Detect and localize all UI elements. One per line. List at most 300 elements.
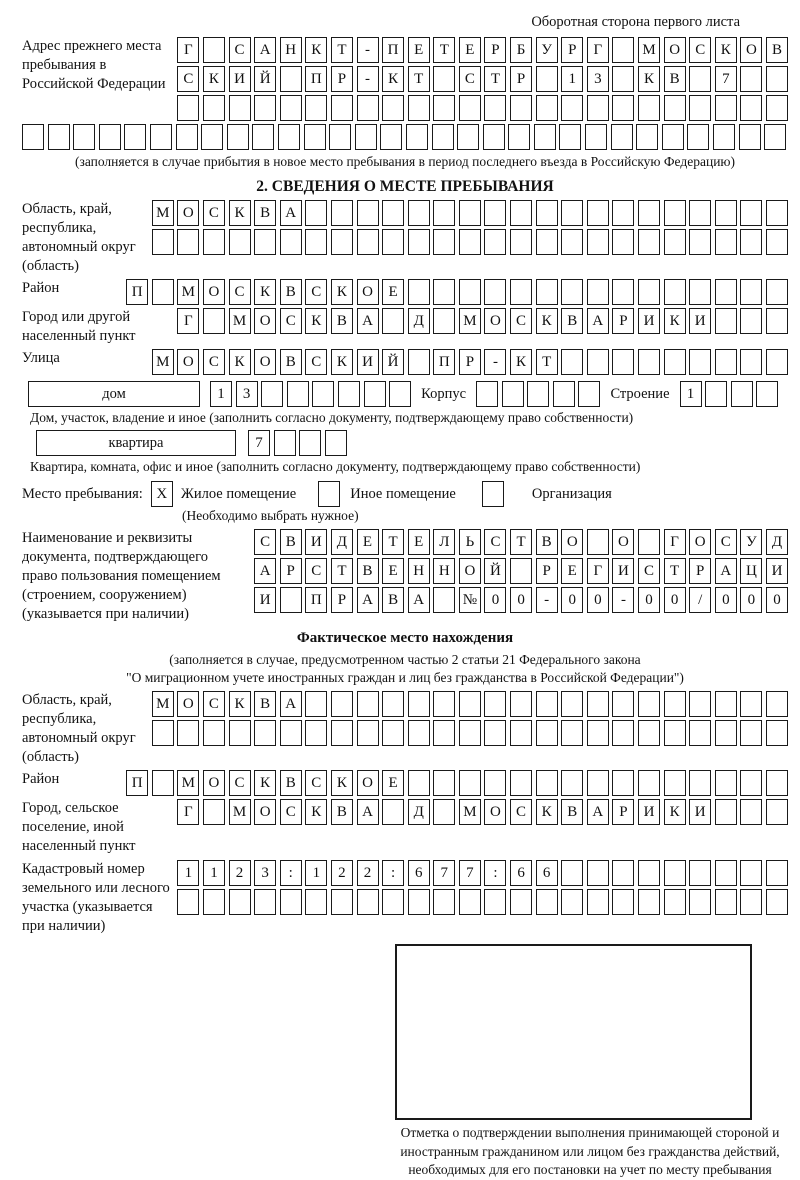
char-cell[interactable] bbox=[508, 124, 530, 150]
char-cell[interactable] bbox=[638, 529, 660, 555]
char-cell[interactable] bbox=[578, 381, 600, 407]
char-cell[interactable]: П bbox=[305, 66, 327, 92]
char-cell[interactable] bbox=[484, 889, 506, 915]
char-cell[interactable] bbox=[561, 95, 583, 121]
char-cell[interactable] bbox=[278, 124, 300, 150]
char-cell[interactable] bbox=[561, 889, 583, 915]
char-cell[interactable] bbox=[638, 889, 660, 915]
char-cell[interactable]: О bbox=[357, 279, 379, 305]
char-cell[interactable] bbox=[664, 770, 686, 796]
char-cell[interactable] bbox=[612, 37, 634, 63]
char-cell[interactable]: 1 bbox=[203, 860, 225, 886]
stay-type-checkbox-residential[interactable]: X bbox=[151, 481, 173, 507]
char-cell[interactable] bbox=[766, 279, 788, 305]
char-cell[interactable] bbox=[664, 860, 686, 886]
char-cell[interactable] bbox=[612, 770, 634, 796]
char-cell[interactable] bbox=[689, 770, 711, 796]
char-cell[interactable] bbox=[432, 124, 454, 150]
char-cell[interactable]: А bbox=[280, 200, 302, 226]
char-cell[interactable]: 7 bbox=[433, 860, 455, 886]
char-cell[interactable]: : bbox=[382, 860, 404, 886]
char-cell[interactable] bbox=[689, 720, 711, 746]
char-cell[interactable] bbox=[254, 889, 276, 915]
char-cell[interactable] bbox=[433, 308, 455, 334]
char-cell[interactable] bbox=[638, 279, 660, 305]
char-cell[interactable]: С bbox=[459, 66, 481, 92]
char-cell[interactable]: К bbox=[331, 349, 353, 375]
char-cell[interactable] bbox=[274, 430, 296, 456]
char-cell[interactable]: К bbox=[382, 66, 404, 92]
char-cell[interactable]: Т bbox=[484, 66, 506, 92]
char-cell[interactable]: 7 bbox=[248, 430, 270, 456]
char-cell[interactable] bbox=[766, 349, 788, 375]
char-cell[interactable]: А bbox=[254, 558, 276, 584]
char-cell[interactable] bbox=[408, 720, 430, 746]
char-cell[interactable]: К bbox=[229, 200, 251, 226]
char-cell[interactable] bbox=[457, 124, 479, 150]
char-cell[interactable] bbox=[382, 229, 404, 255]
char-cell[interactable] bbox=[740, 279, 762, 305]
char-cell[interactable] bbox=[176, 124, 198, 150]
char-cell[interactable] bbox=[740, 229, 762, 255]
char-cell[interactable]: Т bbox=[382, 529, 404, 555]
char-cell[interactable]: С bbox=[177, 66, 199, 92]
char-cell[interactable]: И bbox=[357, 349, 379, 375]
char-cell[interactable]: О bbox=[203, 279, 225, 305]
char-cell[interactable]: 1 bbox=[305, 860, 327, 886]
char-cell[interactable] bbox=[459, 279, 481, 305]
char-cell[interactable]: П bbox=[305, 587, 327, 613]
char-cell[interactable]: С bbox=[510, 799, 532, 825]
char-cell[interactable] bbox=[254, 229, 276, 255]
char-cell[interactable] bbox=[203, 889, 225, 915]
char-cell[interactable]: О bbox=[177, 691, 199, 717]
char-cell[interactable]: Т bbox=[331, 37, 353, 63]
char-cell[interactable] bbox=[689, 889, 711, 915]
char-cell[interactable]: В bbox=[254, 200, 276, 226]
char-cell[interactable]: О bbox=[254, 799, 276, 825]
char-cell[interactable]: 3 bbox=[587, 66, 609, 92]
char-cell[interactable]: И bbox=[689, 308, 711, 334]
char-cell[interactable]: 0 bbox=[766, 587, 788, 613]
char-cell[interactable] bbox=[766, 770, 788, 796]
char-cell[interactable] bbox=[433, 691, 455, 717]
char-cell[interactable]: Н bbox=[408, 558, 430, 584]
char-cell[interactable]: М bbox=[177, 279, 199, 305]
char-cell[interactable]: И bbox=[638, 799, 660, 825]
char-cell[interactable]: 7 bbox=[715, 66, 737, 92]
char-cell[interactable] bbox=[638, 720, 660, 746]
char-cell[interactable] bbox=[299, 430, 321, 456]
char-cell[interactable]: Р bbox=[510, 66, 532, 92]
stay-type-checkbox-organization[interactable] bbox=[482, 481, 504, 507]
char-cell[interactable]: О bbox=[484, 308, 506, 334]
char-cell[interactable]: С bbox=[203, 691, 225, 717]
char-cell[interactable]: У bbox=[536, 37, 558, 63]
char-cell[interactable] bbox=[740, 799, 762, 825]
char-cell[interactable] bbox=[484, 95, 506, 121]
char-cell[interactable] bbox=[766, 720, 788, 746]
char-cell[interactable] bbox=[229, 889, 251, 915]
char-cell[interactable] bbox=[536, 95, 558, 121]
char-cell[interactable]: Ь bbox=[459, 529, 481, 555]
char-cell[interactable]: П bbox=[433, 349, 455, 375]
char-cell[interactable]: К bbox=[229, 349, 251, 375]
char-cell[interactable] bbox=[587, 889, 609, 915]
char-cell[interactable]: М bbox=[152, 200, 174, 226]
char-cell[interactable] bbox=[740, 308, 762, 334]
char-cell[interactable] bbox=[766, 799, 788, 825]
char-cell[interactable]: В bbox=[280, 529, 302, 555]
char-cell[interactable]: У bbox=[740, 529, 762, 555]
char-cell[interactable]: К bbox=[203, 66, 225, 92]
char-cell[interactable] bbox=[766, 200, 788, 226]
char-cell[interactable]: М bbox=[229, 308, 251, 334]
char-cell[interactable] bbox=[510, 770, 532, 796]
char-cell[interactable] bbox=[280, 587, 302, 613]
char-cell[interactable] bbox=[510, 200, 532, 226]
char-cell[interactable] bbox=[280, 95, 302, 121]
char-cell[interactable] bbox=[408, 279, 430, 305]
char-cell[interactable] bbox=[638, 200, 660, 226]
char-cell[interactable]: В bbox=[561, 308, 583, 334]
char-cell[interactable]: Е bbox=[382, 279, 404, 305]
char-cell[interactable]: Т bbox=[408, 66, 430, 92]
char-cell[interactable]: 0 bbox=[510, 587, 532, 613]
char-cell[interactable] bbox=[357, 229, 379, 255]
char-cell[interactable]: Г bbox=[664, 529, 686, 555]
char-cell[interactable] bbox=[766, 860, 788, 886]
char-cell[interactable] bbox=[325, 430, 347, 456]
char-cell[interactable] bbox=[280, 720, 302, 746]
char-cell[interactable]: 3 bbox=[254, 860, 276, 886]
char-cell[interactable] bbox=[408, 770, 430, 796]
char-cell[interactable] bbox=[433, 66, 455, 92]
char-cell[interactable] bbox=[510, 889, 532, 915]
char-cell[interactable]: С bbox=[305, 349, 327, 375]
char-cell[interactable] bbox=[756, 381, 778, 407]
char-cell[interactable] bbox=[561, 349, 583, 375]
char-cell[interactable] bbox=[433, 799, 455, 825]
char-cell[interactable]: 6 bbox=[408, 860, 430, 886]
char-cell[interactable]: М bbox=[638, 37, 660, 63]
char-cell[interactable] bbox=[254, 95, 276, 121]
char-cell[interactable]: П bbox=[382, 37, 404, 63]
char-cell[interactable] bbox=[561, 691, 583, 717]
char-cell[interactable] bbox=[585, 124, 607, 150]
char-cell[interactable]: Е bbox=[561, 558, 583, 584]
char-cell[interactable] bbox=[382, 200, 404, 226]
char-cell[interactable] bbox=[715, 691, 737, 717]
char-cell[interactable]: С bbox=[715, 529, 737, 555]
char-cell[interactable] bbox=[406, 124, 428, 150]
char-cell[interactable] bbox=[740, 66, 762, 92]
char-cell[interactable] bbox=[536, 691, 558, 717]
char-cell[interactable] bbox=[203, 308, 225, 334]
char-cell[interactable] bbox=[201, 124, 223, 150]
char-cell[interactable] bbox=[715, 279, 737, 305]
char-cell[interactable] bbox=[612, 349, 634, 375]
char-cell[interactable]: О bbox=[740, 37, 762, 63]
char-cell[interactable]: : bbox=[484, 860, 506, 886]
char-cell[interactable] bbox=[612, 229, 634, 255]
char-cell[interactable] bbox=[305, 95, 327, 121]
char-cell[interactable] bbox=[561, 229, 583, 255]
char-cell[interactable] bbox=[587, 279, 609, 305]
char-cell[interactable]: Т bbox=[536, 349, 558, 375]
char-cell[interactable] bbox=[459, 691, 481, 717]
char-cell[interactable] bbox=[408, 229, 430, 255]
char-cell[interactable] bbox=[715, 860, 737, 886]
char-cell[interactable] bbox=[587, 200, 609, 226]
char-cell[interactable] bbox=[484, 691, 506, 717]
char-cell[interactable] bbox=[203, 95, 225, 121]
char-cell[interactable] bbox=[177, 95, 199, 121]
char-cell[interactable] bbox=[638, 349, 660, 375]
char-cell[interactable] bbox=[73, 124, 95, 150]
char-cell[interactable]: 7 bbox=[459, 860, 481, 886]
char-cell[interactable] bbox=[229, 720, 251, 746]
char-cell[interactable] bbox=[715, 799, 737, 825]
char-cell[interactable] bbox=[152, 229, 174, 255]
char-cell[interactable] bbox=[740, 95, 762, 121]
char-cell[interactable]: С bbox=[203, 200, 225, 226]
char-cell[interactable] bbox=[587, 95, 609, 121]
char-cell[interactable] bbox=[766, 95, 788, 121]
char-cell[interactable]: О bbox=[177, 349, 199, 375]
char-cell[interactable]: Т bbox=[331, 558, 353, 584]
char-cell[interactable] bbox=[587, 720, 609, 746]
char-cell[interactable] bbox=[124, 124, 146, 150]
char-cell[interactable]: В bbox=[254, 691, 276, 717]
char-cell[interactable]: 0 bbox=[587, 587, 609, 613]
char-cell[interactable] bbox=[305, 720, 327, 746]
char-cell[interactable]: Т bbox=[664, 558, 686, 584]
char-cell[interactable] bbox=[331, 229, 353, 255]
char-cell[interactable] bbox=[382, 691, 404, 717]
char-cell[interactable] bbox=[766, 691, 788, 717]
char-cell[interactable] bbox=[433, 720, 455, 746]
char-cell[interactable] bbox=[638, 229, 660, 255]
char-cell[interactable]: А bbox=[357, 587, 379, 613]
char-cell[interactable]: Р bbox=[331, 587, 353, 613]
char-cell[interactable] bbox=[510, 95, 532, 121]
char-cell[interactable]: В bbox=[331, 799, 353, 825]
char-cell[interactable] bbox=[664, 889, 686, 915]
char-cell[interactable] bbox=[510, 720, 532, 746]
char-cell[interactable]: Р bbox=[689, 558, 711, 584]
char-cell[interactable] bbox=[553, 381, 575, 407]
char-cell[interactable] bbox=[287, 381, 309, 407]
char-cell[interactable] bbox=[433, 279, 455, 305]
char-cell[interactable]: 0 bbox=[561, 587, 583, 613]
char-cell[interactable]: К bbox=[305, 308, 327, 334]
char-cell[interactable] bbox=[433, 889, 455, 915]
char-cell[interactable] bbox=[536, 889, 558, 915]
char-cell[interactable] bbox=[766, 308, 788, 334]
char-cell[interactable] bbox=[510, 279, 532, 305]
char-cell[interactable] bbox=[715, 229, 737, 255]
char-cell[interactable] bbox=[612, 889, 634, 915]
char-cell[interactable] bbox=[740, 889, 762, 915]
char-cell[interactable]: К bbox=[536, 799, 558, 825]
char-cell[interactable]: С bbox=[254, 529, 276, 555]
char-cell[interactable] bbox=[561, 860, 583, 886]
char-cell[interactable] bbox=[203, 720, 225, 746]
char-cell[interactable] bbox=[715, 889, 737, 915]
char-cell[interactable]: И bbox=[254, 587, 276, 613]
char-cell[interactable]: А bbox=[587, 308, 609, 334]
char-cell[interactable]: Е bbox=[459, 37, 481, 63]
char-cell[interactable]: Е bbox=[357, 529, 379, 555]
char-cell[interactable]: Й bbox=[382, 349, 404, 375]
char-cell[interactable] bbox=[433, 200, 455, 226]
char-cell[interactable] bbox=[638, 860, 660, 886]
char-cell[interactable] bbox=[459, 720, 481, 746]
char-cell[interactable] bbox=[612, 691, 634, 717]
char-cell[interactable] bbox=[689, 66, 711, 92]
char-cell[interactable] bbox=[357, 889, 379, 915]
char-cell[interactable] bbox=[715, 95, 737, 121]
char-cell[interactable]: Р bbox=[612, 799, 634, 825]
char-cell[interactable] bbox=[536, 66, 558, 92]
char-cell[interactable] bbox=[433, 95, 455, 121]
char-cell[interactable] bbox=[612, 95, 634, 121]
char-cell[interactable]: Р bbox=[331, 66, 353, 92]
char-cell[interactable] bbox=[638, 95, 660, 121]
char-cell[interactable]: 1 bbox=[177, 860, 199, 886]
char-cell[interactable]: 1 bbox=[561, 66, 583, 92]
char-cell[interactable]: К bbox=[305, 799, 327, 825]
char-cell[interactable]: П bbox=[126, 770, 148, 796]
char-cell[interactable] bbox=[689, 279, 711, 305]
char-cell[interactable] bbox=[99, 124, 121, 150]
char-cell[interactable] bbox=[587, 529, 609, 555]
char-cell[interactable]: Ц bbox=[740, 558, 762, 584]
char-cell[interactable] bbox=[152, 720, 174, 746]
char-cell[interactable] bbox=[587, 229, 609, 255]
char-cell[interactable] bbox=[380, 124, 402, 150]
char-cell[interactable]: Р bbox=[536, 558, 558, 584]
char-cell[interactable] bbox=[664, 229, 686, 255]
char-cell[interactable] bbox=[331, 889, 353, 915]
char-cell[interactable] bbox=[382, 308, 404, 334]
char-cell[interactable] bbox=[280, 66, 302, 92]
char-cell[interactable]: И bbox=[612, 558, 634, 584]
char-cell[interactable]: В bbox=[664, 66, 686, 92]
char-cell[interactable]: А bbox=[357, 799, 379, 825]
char-cell[interactable]: - bbox=[357, 66, 379, 92]
char-cell[interactable]: Р bbox=[484, 37, 506, 63]
char-cell[interactable]: Р bbox=[612, 308, 634, 334]
char-cell[interactable] bbox=[331, 691, 353, 717]
char-cell[interactable] bbox=[638, 770, 660, 796]
char-cell[interactable]: - bbox=[612, 587, 634, 613]
char-cell[interactable]: О bbox=[254, 349, 276, 375]
char-cell[interactable] bbox=[739, 124, 761, 150]
char-cell[interactable] bbox=[483, 124, 505, 150]
char-cell[interactable] bbox=[476, 381, 498, 407]
char-cell[interactable] bbox=[203, 229, 225, 255]
char-cell[interactable] bbox=[382, 889, 404, 915]
char-cell[interactable]: 0 bbox=[715, 587, 737, 613]
char-cell[interactable]: К bbox=[536, 308, 558, 334]
char-cell[interactable]: И bbox=[766, 558, 788, 584]
char-cell[interactable]: О bbox=[484, 799, 506, 825]
char-cell[interactable]: 2 bbox=[357, 860, 379, 886]
char-cell[interactable] bbox=[389, 381, 411, 407]
char-cell[interactable] bbox=[484, 229, 506, 255]
char-cell[interactable]: В bbox=[561, 799, 583, 825]
char-cell[interactable]: Л bbox=[433, 529, 455, 555]
char-cell[interactable] bbox=[662, 124, 684, 150]
char-cell[interactable] bbox=[766, 66, 788, 92]
char-cell[interactable] bbox=[152, 770, 174, 796]
char-cell[interactable] bbox=[510, 691, 532, 717]
char-cell[interactable] bbox=[664, 720, 686, 746]
char-cell[interactable] bbox=[731, 381, 753, 407]
char-cell[interactable] bbox=[536, 770, 558, 796]
char-cell[interactable]: К bbox=[664, 308, 686, 334]
char-cell[interactable]: Е bbox=[382, 770, 404, 796]
char-cell[interactable] bbox=[689, 860, 711, 886]
char-cell[interactable] bbox=[312, 381, 334, 407]
char-cell[interactable]: Г bbox=[177, 799, 199, 825]
char-cell[interactable]: В bbox=[766, 37, 788, 63]
char-cell[interactable]: В bbox=[280, 770, 302, 796]
char-cell[interactable] bbox=[459, 770, 481, 796]
char-cell[interactable]: С bbox=[510, 308, 532, 334]
char-cell[interactable]: 6 bbox=[510, 860, 532, 886]
char-cell[interactable]: Г bbox=[177, 37, 199, 63]
char-cell[interactable] bbox=[764, 124, 786, 150]
char-cell[interactable] bbox=[338, 381, 360, 407]
char-cell[interactable]: К bbox=[715, 37, 737, 63]
char-cell[interactable] bbox=[740, 860, 762, 886]
char-cell[interactable] bbox=[484, 200, 506, 226]
char-cell[interactable]: Й bbox=[254, 66, 276, 92]
char-cell[interactable] bbox=[433, 229, 455, 255]
char-cell[interactable]: Е bbox=[408, 37, 430, 63]
char-cell[interactable]: 0 bbox=[664, 587, 686, 613]
char-cell[interactable] bbox=[382, 720, 404, 746]
char-cell[interactable]: 1 bbox=[210, 381, 232, 407]
char-cell[interactable]: Г bbox=[587, 558, 609, 584]
char-cell[interactable]: Д bbox=[408, 308, 430, 334]
char-cell[interactable]: М bbox=[152, 691, 174, 717]
char-cell[interactable] bbox=[177, 720, 199, 746]
char-cell[interactable]: Н bbox=[280, 37, 302, 63]
char-cell[interactable]: М bbox=[152, 349, 174, 375]
char-cell[interactable]: В bbox=[357, 558, 379, 584]
char-cell[interactable] bbox=[408, 349, 430, 375]
char-cell[interactable] bbox=[203, 799, 225, 825]
char-cell[interactable] bbox=[664, 279, 686, 305]
char-cell[interactable]: Й bbox=[484, 558, 506, 584]
char-cell[interactable] bbox=[408, 889, 430, 915]
char-cell[interactable] bbox=[740, 200, 762, 226]
char-cell[interactable] bbox=[587, 770, 609, 796]
char-cell[interactable]: О bbox=[459, 558, 481, 584]
char-cell[interactable] bbox=[689, 691, 711, 717]
char-cell[interactable] bbox=[766, 889, 788, 915]
char-cell[interactable] bbox=[433, 770, 455, 796]
char-cell[interactable]: Д bbox=[331, 529, 353, 555]
char-cell[interactable]: Б bbox=[510, 37, 532, 63]
char-cell[interactable]: Е bbox=[382, 558, 404, 584]
char-cell[interactable]: С bbox=[305, 279, 327, 305]
char-cell[interactable] bbox=[740, 770, 762, 796]
